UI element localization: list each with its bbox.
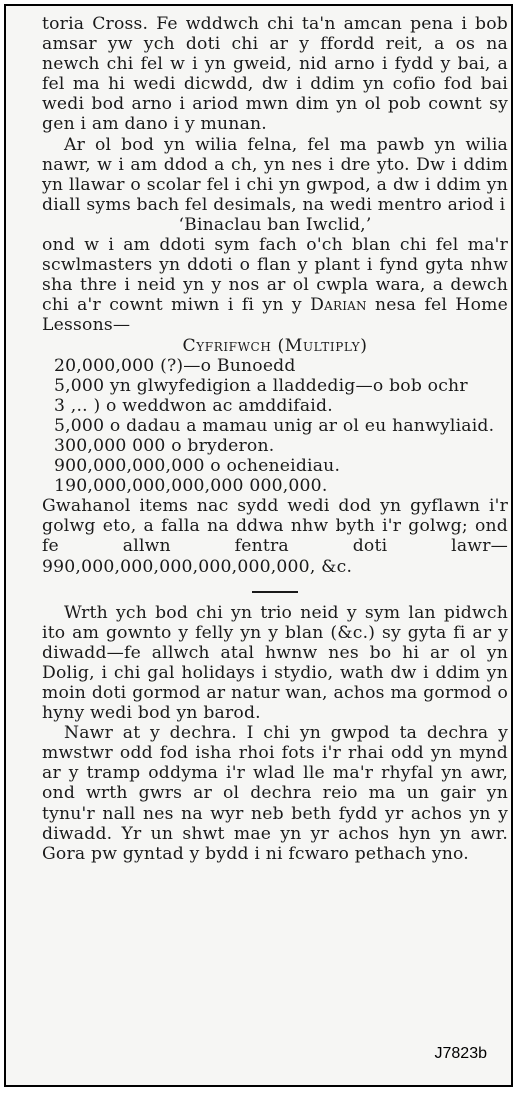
- figure-line: 190,000,000,000,000 000,000.: [54, 476, 328, 497]
- paragraph-4: Gwahanol items nac sydd wedi dod yn gyflawn i'r golwg eto, a falla na ddwa nhw byth i'r golwg; ond fe allwn fentra doti lawr—990,000,000,000,000,000,000, &c.: [42, 496, 508, 577]
- quote-line: ‘Binaclau ban Iwclid,’: [178, 214, 372, 235]
- figure-line: 20,000,000 (?)—o Bunoedd: [54, 355, 296, 376]
- newspaper-column: [42, 14, 508, 864]
- figure-line: 300,000 000 o bryderon.: [54, 435, 275, 456]
- paragraph-3: [42, 235, 508, 335]
- figure-line: 3 ,.. ) o weddwon ac amddifaid.: [54, 395, 333, 416]
- figure-line: 900,000,000,000 o ocheneidiau.: [54, 456, 341, 477]
- paragraph-2: Ar ol bod yn wilia felna, fel ma pawb yn wilia nawr, w i am ddod a ch, yn nes i dre yto. Dw i ddim yn llawar o scolar fel i chi yn gwpod, a dw i ddim yn diall syms bach fel desimals, na wedi mentro ariod i: [42, 134, 508, 215]
- paragraph-5: Wrth ych bod chi yn trio neid y sym lan pidwch ito am gownto y felly yn y blan (&c.) sy gyta fi ar y diwadd—fe allwch atal hwnw nes bo hi ar ol yn Dolig, i chi gal holidays i stydio, wath dw i ddim yn moin doti gormod ar natur wan, achos ma gormod o hyny wedi bod yn barod.: [42, 602, 508, 724]
- paragraph-6: Nawr at y dechra. I chi yn gwpod ta dechra y mwstwr odd fod isha rhoi fots i'r rhai odd yn mynd ar y tramp oddyma i'r wlad lle ma'r rhyfal yn awr, ond wrth gwrs ar ol dechra reio ma un gair yn tynu'r nall nes na wyr neb beth fydd yr achos yn y diwadd. Yr un shwt mae yn yr achos hyn yn awr. Gora pw gyntad y bydd i ni fcwaro pethach yno.: [42, 723, 508, 864]
- figures-list: [42, 356, 508, 497]
- section-divider: [252, 591, 298, 593]
- paragraph-3-text-a: ond w i am ddoti sym fach o'ch blan chi fel ma'r scwlmasters yn ddoti o flan y plant i fynd gyta nhw sha thre i neid yn y nos ar ol cwpla wara, a dewch chi a'r cownt miwn i fi yn y: [42, 235, 508, 316]
- section-heading: Cyfrifwch (Multiply): [182, 335, 368, 356]
- reference-code: J7823b: [434, 1045, 487, 1062]
- darian-name: Darian: [310, 295, 367, 316]
- clipping-frame: [4, 4, 513, 1087]
- figure-line: 5,000 yn glwyfedigion a lladdedig—o bob ochr: [54, 375, 468, 396]
- figure-line: 5,000 o dadau a mamau unig ar ol eu hanwyliaid.: [54, 415, 495, 436]
- paragraph-1: toria Cross. Fe wddwch chi ta'n amcan pena i bob amsar yw ych doti chi ar y ffordd reit, a os na newch chi fel w i yn gweid, nid arno i fydd y bai, a fel ma hi wedi dicwdd, dw i ddim yn cofio fod bai wedi bod arno i ariod mwn dim yn ol pob cownt sy gen i am dano i y munan.: [42, 14, 508, 135]
- paragraph-3-text-b: nesa fel Home Lessons—: [42, 295, 508, 336]
